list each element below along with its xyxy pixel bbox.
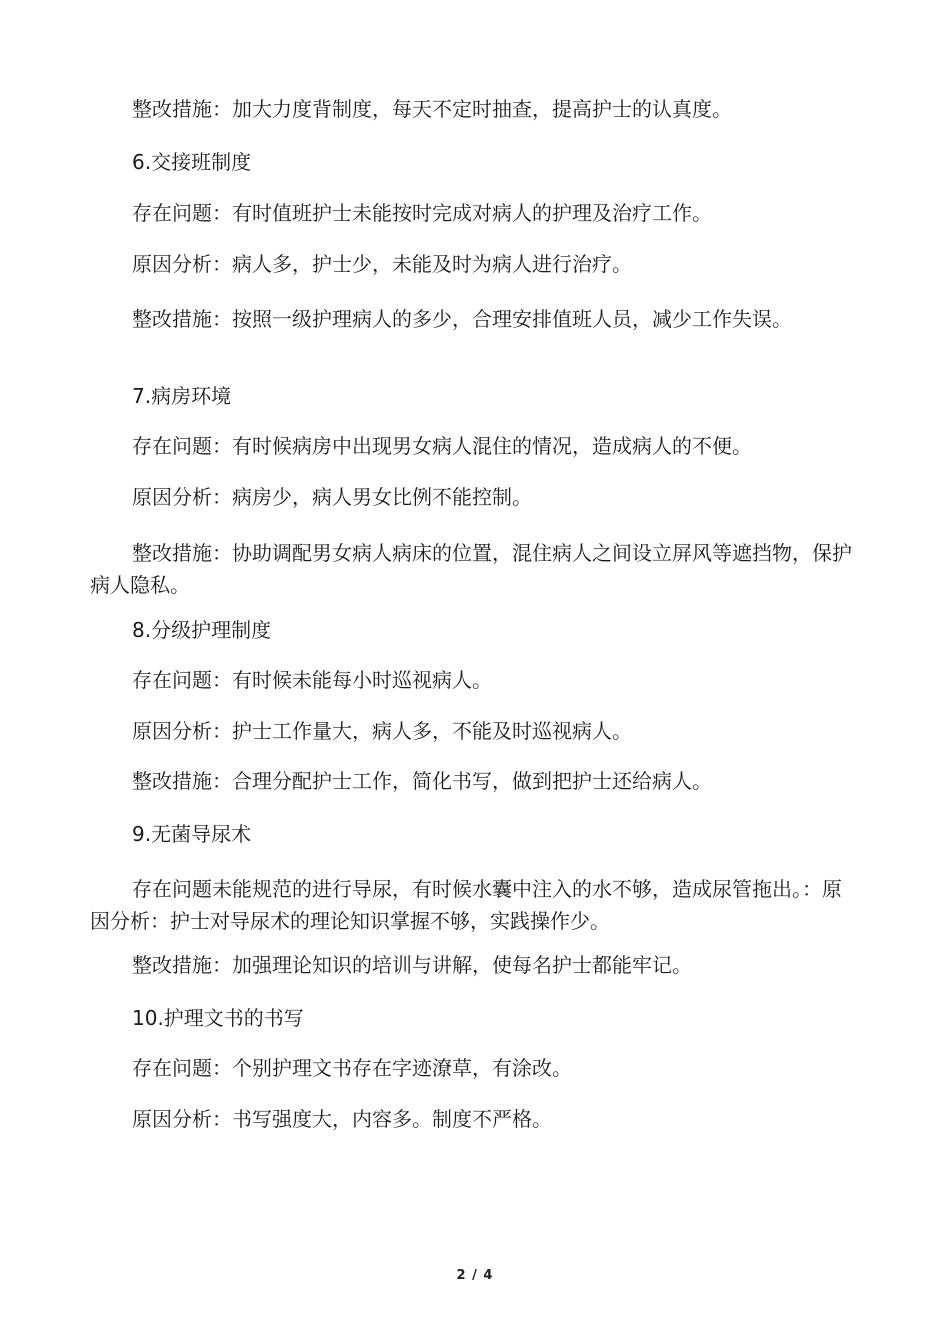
paragraph-cause-8: 原因分析：护士工作量大，病人多，不能及时巡视病人。 [132, 719, 632, 743]
paragraph-rectification-6: 整改措施：按照一级护理病人的多少，合理安排值班人员，减少工作失误。 [132, 307, 792, 331]
paragraph-rectification-1: 整改措施：加大力度背制度，每天不定时抽查，提高护士的认真度。 [132, 97, 732, 121]
section-heading-6: 6.交接班制度 [132, 150, 252, 174]
paragraph-problem-10: 存在问题：个别护理文书存在字迹潦草，有涂改。 [132, 1056, 572, 1080]
paragraph-problem-8: 存在问题：有时候未能每小时巡视病人。 [132, 668, 492, 692]
section-heading-8: 8.分级护理制度 [132, 618, 272, 642]
section-heading-9: 9.无菌导尿术 [132, 822, 252, 846]
paragraph-rectification-9: 整改措施：加强理论知识的培训与讲解，使每名护士都能牢记。 [132, 953, 692, 977]
paragraph-problem-6: 存在问题：有时值班护士未能按时完成对病人的护理及治疗工作。 [132, 201, 712, 225]
paragraph-cause-10: 原因分析：书写强度大，内容多。制度不严格。 [132, 1107, 552, 1131]
paragraph-cause-7: 原因分析：病房少，病人男女比例不能控制。 [132, 485, 532, 509]
paragraph-rectification-8: 整改措施：合理分配护士工作，简化书写，做到把护士还给病人。 [132, 769, 712, 793]
section-heading-10: 10.护理文书的书写 [132, 1006, 304, 1030]
page-number: 2 / 4 [456, 1268, 494, 1283]
paragraph-problem-cause-9: 存在问题未能规范的进行导尿，有时候水囊中注入的水不够，造成尿管拖出。：原因分析：护士对导尿术的理论知识掌握不够，实践操作少。 [90, 877, 842, 933]
section-heading-7: 7.病房环境 [132, 384, 232, 408]
paragraph-rectification-7: 整改措施：协助调配男女病人病床的位置，混住病人之间设立屏风等遮挡物，保护病人隐私。 [90, 541, 852, 597]
paragraph-problem-7: 存在问题：有时候病房中出现男女病人混住的情况，造成病人的不便。 [132, 434, 752, 458]
paragraph-cause-6: 原因分析：病人多，护士少，未能及时为病人进行治疗。 [132, 252, 632, 276]
